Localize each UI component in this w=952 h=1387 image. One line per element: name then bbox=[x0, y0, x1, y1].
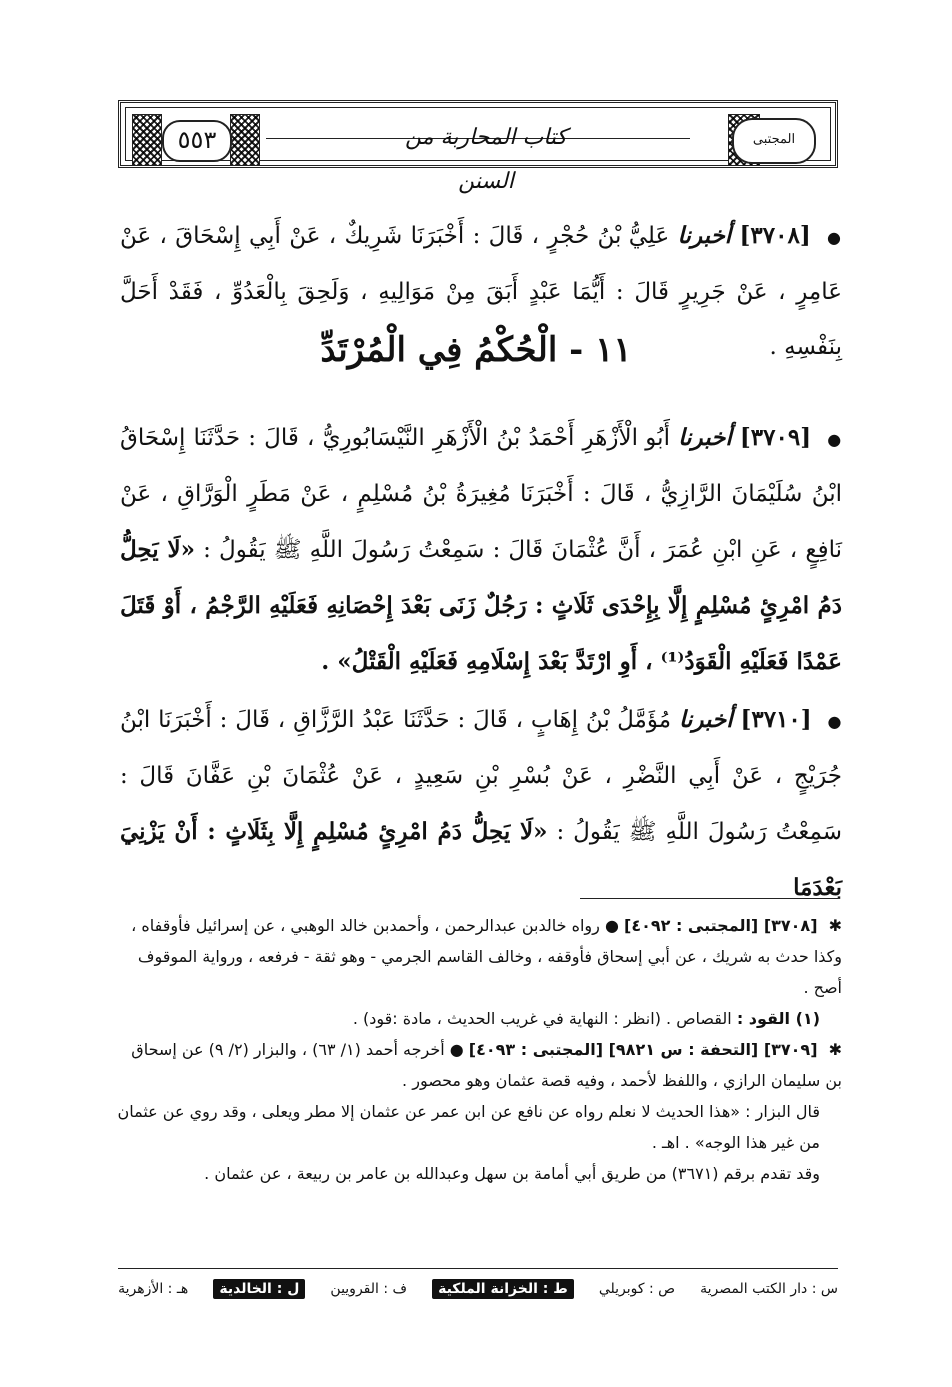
footnote-text: رواه خالدبن عبدالرحمن ، وأحمدبن خالد الوهبي ، عن إسرائيل فأوقفاه ، وكذا حدث به شريك ، عن أبي إسحاق فأوقفه ، وخالف القاسم الجرمي - وهو ثقة - فرفعه ، ورواية الموقوف أصح . bbox=[131, 916, 842, 997]
hadith-number: [٣٧٠٩] bbox=[739, 424, 812, 451]
source-item: ف : القرويين bbox=[330, 1281, 408, 1297]
bullet-icon: ● bbox=[599, 916, 619, 935]
footnote-label: (١) القود : bbox=[736, 1009, 820, 1028]
source-item: ل : الخالدية bbox=[213, 1279, 305, 1299]
footnote-bazzar: قال البزار : «هذا الحديث لا نعلم رواه عن نافع عن ابن عمر عن عثمان إلا مطر ويعلى ، وقد روي عن عثمان من غير هذا الوجه» . اهـ . bbox=[117, 1102, 820, 1152]
source-item: ط : الخزانة الملكية bbox=[432, 1279, 574, 1299]
sources-divider bbox=[118, 1268, 838, 1269]
bullet-icon: ● bbox=[827, 228, 843, 247]
akhbarana-label: أخبرنا bbox=[678, 424, 732, 451]
source-item: ص : كوبريلي bbox=[598, 1281, 676, 1297]
ornament-icon bbox=[132, 114, 162, 166]
footnote-tag: [٣٧٠٨] [المجتبى : ٤٠٩٢] bbox=[624, 916, 818, 935]
ornament-icon bbox=[230, 114, 260, 166]
section-heading: ١١ - الْحُكْمُ فِي الْمُرْتَدِّ bbox=[320, 330, 632, 370]
source-item: هـ : الأزهرية bbox=[118, 1281, 189, 1297]
footnote-text: القصاص . (انظر : النهاية في غريب الحديث ، مادة :قود) . bbox=[352, 1009, 732, 1028]
footnote-tag: [٣٧٠٩] [التحفة : س ٩٨٢١] [المجتبى : ٤٠٩٣] bbox=[468, 1040, 818, 1059]
hadith-text: مُؤَمَّلُ بْنُ إِهَابٍ ، قَالَ : حَدَّثَنَا عَبْدُ الرَّزَّاقِ ، قَالَ : أَخْبَرَنَا ابْنُ جُرَيْجٍ ، عَنْ أَبِي النَّضْرِ ، عَنْ بُسْرِ بْنِ سَعِيدٍ ، عَنْ عُثْمَانَ بْنِ عَفَّانَ قَالَ : سَمِعْتُ رَسُولَ اللَّهِ ﷺ يَقُولُ : bbox=[120, 707, 843, 845]
source-item: س : دار الكتب المصرية bbox=[700, 1281, 838, 1297]
footnote-1 bbox=[112, 1003, 842, 1034]
footnote-3708 bbox=[112, 910, 842, 1003]
asterisk-icon: ✱ bbox=[828, 1040, 842, 1059]
akhbarana-label: أخبرنا bbox=[677, 222, 732, 249]
page-number: ٥٥٣ bbox=[162, 120, 232, 162]
bullet-icon: ● bbox=[827, 712, 843, 731]
bullet-icon: ● bbox=[444, 1040, 464, 1059]
bullet-icon: ● bbox=[827, 430, 843, 449]
prophetic-saying: «لَا يَحِلُّ دَمُ امْرِئٍ مُسْلِمٍ إِلَّا بِإِحْدَى ثَلَاثٍ : رَجُلٌ زَنَى بَعْدَ إِحْصَانِهِ فَعَلَيْهِ الرَّجْمُ ، أَوْ قَتَلَ عَمْدًا فَعَلَيْهِ الْقَوَدُ⁽¹⁾ ، أَوِ ارْتَدَّ بَعْدَ إِسْلَامِهِ فَعَلَيْهِ الْقَتْلُ» . bbox=[120, 536, 842, 675]
hadith-text: أَبُو الْأَزْهَرِ أَحْمَدُ بْنُ الْأَزْهَرِ النَّيْسَابُورِيُّ ، قَالَ : حَدَّثَنَا إِسْحَاقُ ابْنُ سُلَيْمَانَ الرَّازِيُّ ، قَالَ : أَخْبَرَنَا مُغِيرَةُ بْنُ مُسْلِمٍ ، عَنْ مَطَرٍ الْوَرَّاقِ ، عَنْ نَافِعٍ ، عَنِ ابْنِ عُمَرَ ، أَنَّ عُثْمَانَ قَالَ : سَمِعْتُ رَسُولَ اللَّهِ ﷺ يَقُولُ : bbox=[120, 425, 842, 563]
page-header bbox=[118, 100, 838, 194]
header-frame bbox=[125, 107, 831, 194]
seal-logo: المجتبى bbox=[732, 118, 816, 164]
footnotes bbox=[112, 910, 842, 1189]
manuscript-sources bbox=[118, 1274, 838, 1304]
hadith-text: عَلِيُّ بْنُ حُجْرٍ ، قَالَ : أَخْبَرَنَا شَرِيكٌ ، عَنْ أَبِي إِسْحَاقَ ، عَنْ عَامِرٍ ، عَنْ جَرِيرٍ قَالَ : أَيُّمَا عَبْدٍ أَبَقَ مِنْ مَوَالِيهِ ، وَلَحِقَ بِالْعَدُوِّ ، فَقَدْ أَحَلَّ بِنَفْسِهِ . bbox=[120, 223, 842, 360]
hadith-number: [٣٧٠٨] bbox=[739, 222, 811, 249]
akhbarana-label: أخبرنا bbox=[678, 706, 733, 733]
book-title: كتاب المحاربة من السنن bbox=[404, 125, 568, 194]
asterisk-icon: ✱ bbox=[828, 916, 842, 935]
hadith-number: [٣٧١٠] bbox=[740, 706, 812, 733]
prophetic-saying: «لَا يَحِلُّ دَمُ امْرِئٍ مُسْلِمٍ إِلَّا بِثَلَاثٍ : أَنْ يَزْنِيَ بَعْدَمَا bbox=[120, 818, 842, 901]
footnote-divider bbox=[580, 898, 838, 899]
hadith-3709 bbox=[120, 410, 842, 690]
footnote-previous: وقد تقدم برقم (٣٦٧١) من طريق أبي أمامة بن سهل وعبدالله بن عامر بن ربيعة ، عن عثمان . bbox=[204, 1164, 820, 1183]
footnote-3709 bbox=[112, 1034, 842, 1096]
footnote-text: أخرجه أحمد (١/ ٦٣) ، والبزار (٢/ ٩) عن إسحاق بن سليمان الرازي ، واللفظ لأحمد ، وفيه قصة عثمان وهو محصور . bbox=[131, 1040, 842, 1090]
hadith-3710 bbox=[120, 692, 842, 916]
